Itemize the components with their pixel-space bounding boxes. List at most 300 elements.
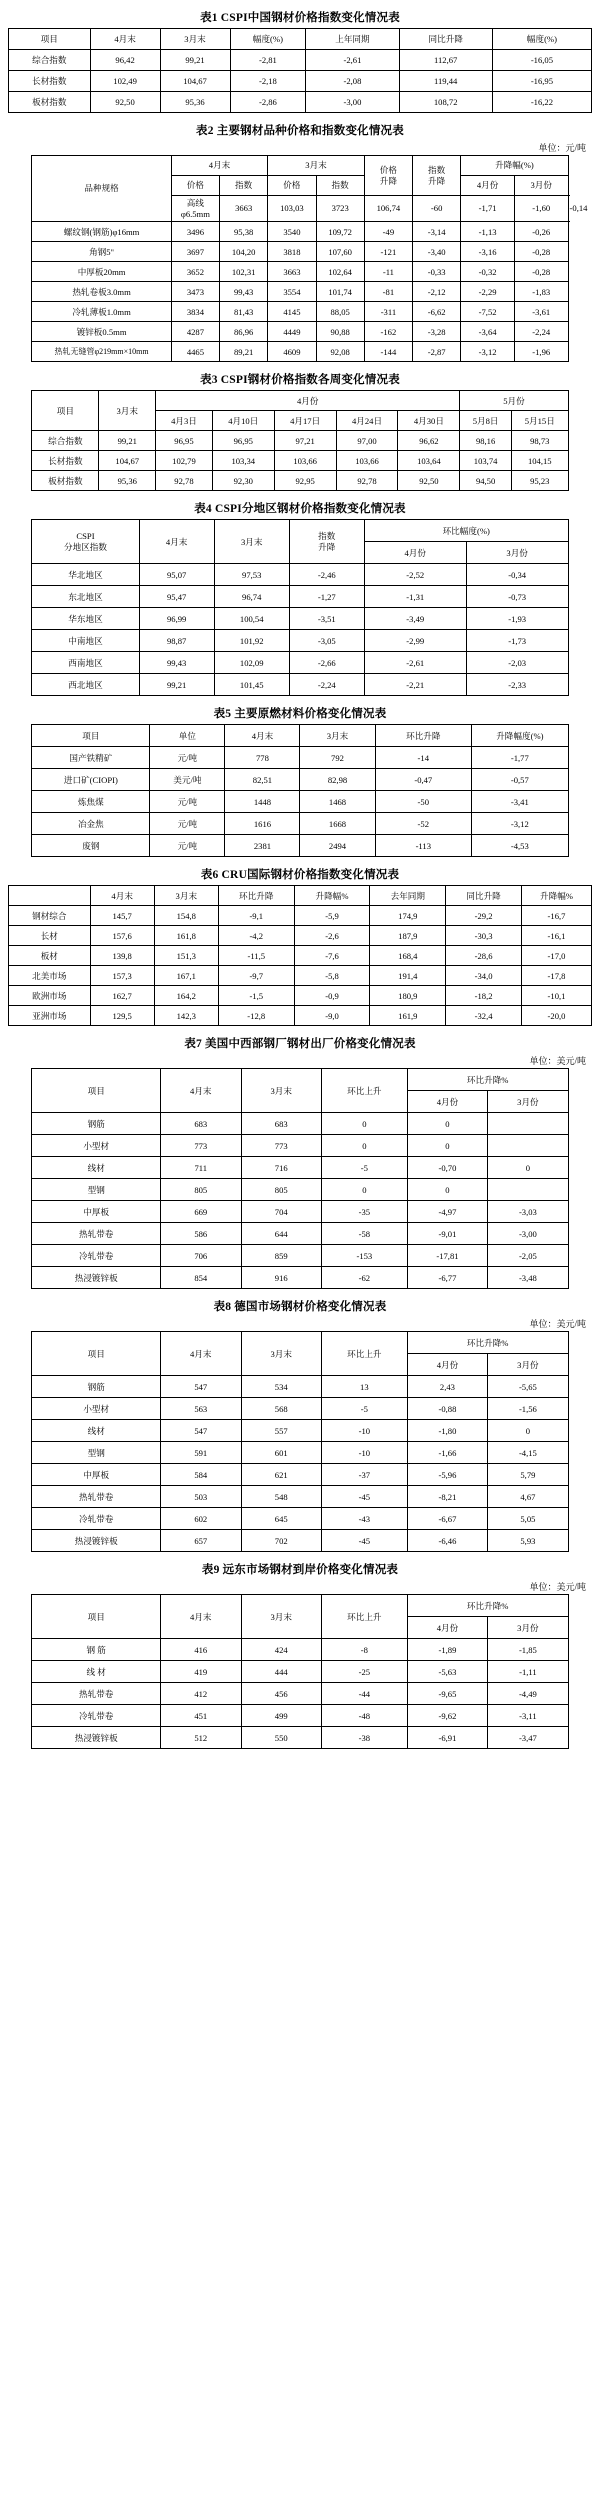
row-label: 东北地区 bbox=[32, 586, 139, 608]
cell: 416 bbox=[161, 1639, 241, 1661]
col-amp-group: 环比幅度(%) bbox=[364, 520, 568, 542]
cell: -5,9 bbox=[294, 906, 370, 926]
cell: 86,96 bbox=[220, 322, 268, 342]
row-label: 炼焦煤 bbox=[32, 791, 150, 813]
table-regional-price-index bbox=[31, 519, 568, 696]
table-row bbox=[32, 262, 568, 282]
cell: -9,7 bbox=[218, 966, 294, 986]
cell: 96,95 bbox=[212, 431, 274, 451]
cell: 601 bbox=[241, 1442, 321, 1464]
cell: 168,4 bbox=[370, 946, 446, 966]
table-germany-market-price bbox=[31, 1331, 568, 1552]
cell: -9,01 bbox=[407, 1223, 487, 1245]
table-row bbox=[32, 342, 568, 362]
col-mar-end: 3月末 bbox=[99, 391, 156, 431]
cell: 0 bbox=[407, 1113, 487, 1135]
cell: -2,05 bbox=[488, 1245, 568, 1267]
col-amp-group: 环比升降% bbox=[407, 1595, 568, 1617]
cell: 元/吨 bbox=[150, 747, 225, 769]
cell: 元/吨 bbox=[150, 813, 225, 835]
cell: 112,67 bbox=[399, 50, 492, 71]
row-label: 华东地区 bbox=[32, 608, 139, 630]
cell: 547 bbox=[161, 1376, 241, 1398]
table-row bbox=[32, 1442, 568, 1464]
table-row bbox=[32, 747, 568, 769]
cell: -2,6 bbox=[294, 926, 370, 946]
cell: 644 bbox=[241, 1223, 321, 1245]
cell: 97,00 bbox=[336, 431, 398, 451]
cell: 108,72 bbox=[399, 92, 492, 113]
cell: -2,12 bbox=[413, 282, 461, 302]
cell: -0,28 bbox=[514, 242, 568, 262]
cell: 3663 bbox=[268, 262, 316, 282]
col-week-0417: 4月17日 bbox=[274, 411, 336, 431]
row-label: 冷轧带卷 bbox=[32, 1245, 161, 1267]
cell: -3,00 bbox=[306, 92, 399, 113]
cell: -44 bbox=[321, 1683, 407, 1705]
cell: 161,9 bbox=[370, 1006, 446, 1026]
cell: -0,34 bbox=[466, 564, 568, 586]
cell: 167,1 bbox=[154, 966, 218, 986]
cell: 103,74 bbox=[460, 451, 512, 471]
cell: -4,53 bbox=[472, 835, 569, 857]
col-item: 项目 bbox=[32, 1332, 161, 1376]
cell: 154,8 bbox=[154, 906, 218, 926]
cell: -5,8 bbox=[294, 966, 370, 986]
table-row bbox=[32, 674, 568, 696]
row-label: 型钢 bbox=[32, 1179, 161, 1201]
cell: 4145 bbox=[268, 302, 316, 322]
row-label: 角钢5" bbox=[32, 242, 171, 262]
table-1-title: 表1 CSPI中国钢材价格指数变化情况表 bbox=[200, 12, 400, 24]
cell: -9,62 bbox=[407, 1705, 487, 1727]
cell: -3,14 bbox=[413, 222, 461, 242]
cell: 5,05 bbox=[488, 1508, 568, 1530]
table-header-row bbox=[9, 29, 592, 50]
cell: 96,42 bbox=[90, 50, 160, 71]
col-amp-mar: 3月份 bbox=[514, 176, 568, 196]
cell: -37 bbox=[321, 1464, 407, 1486]
col-price-change: 价格 升降 bbox=[364, 156, 412, 196]
cell: -3,40 bbox=[413, 242, 461, 262]
table-row bbox=[32, 1661, 568, 1683]
row-label: 小型材 bbox=[32, 1398, 161, 1420]
col-apr: 4月末 bbox=[161, 1069, 241, 1113]
table-row bbox=[32, 471, 568, 491]
table-row bbox=[32, 652, 568, 674]
cell: 0 bbox=[488, 1420, 568, 1442]
col-amp-mar: 3月份 bbox=[488, 1091, 568, 1113]
cell: 3818 bbox=[268, 242, 316, 262]
row-label: 欧洲市场 bbox=[9, 986, 91, 1006]
table-header-row bbox=[32, 391, 568, 411]
cell: 美元/吨 bbox=[150, 769, 225, 791]
cell: -8,21 bbox=[407, 1486, 487, 1508]
cell: -1,27 bbox=[289, 586, 364, 608]
cell: -10 bbox=[321, 1442, 407, 1464]
table-row bbox=[32, 813, 568, 835]
col-yoy: 同比升降 bbox=[399, 29, 492, 50]
col-apr-index: 指数 bbox=[220, 176, 268, 196]
cell: -1,31 bbox=[364, 586, 466, 608]
table-row bbox=[9, 946, 592, 966]
cell: 161,8 bbox=[154, 926, 218, 946]
cell: 4465 bbox=[171, 342, 219, 362]
row-label: 型钢 bbox=[32, 1442, 161, 1464]
col-yoy-amp: 升降幅% bbox=[521, 886, 591, 906]
cell: -1,66 bbox=[407, 1442, 487, 1464]
table-2-title: 表2 主要钢材品种价格和指数变化情况表 bbox=[196, 125, 404, 137]
col-amp: 升降幅度(%) bbox=[472, 725, 569, 747]
cell: -2,33 bbox=[466, 674, 568, 696]
cell: 773 bbox=[161, 1135, 241, 1157]
cell: -1,83 bbox=[514, 282, 568, 302]
table-cspi-china-steel-price-index bbox=[8, 28, 592, 113]
cell: 657 bbox=[161, 1530, 241, 1552]
row-label: 冶金焦 bbox=[32, 813, 150, 835]
cell: 3540 bbox=[268, 222, 316, 242]
cell: 191,4 bbox=[370, 966, 446, 986]
cell: -0,26 bbox=[514, 222, 568, 242]
cell: -1,96 bbox=[514, 342, 568, 362]
cell: -1,73 bbox=[466, 630, 568, 652]
cell: -4,15 bbox=[488, 1442, 568, 1464]
cell: 4287 bbox=[171, 322, 219, 342]
cell: 95,36 bbox=[160, 92, 230, 113]
cell: -113 bbox=[375, 835, 472, 857]
col-mom-amp: 升降幅% bbox=[294, 886, 370, 906]
cell: 1668 bbox=[300, 813, 375, 835]
table-row bbox=[32, 1245, 568, 1267]
cell: -0,57 bbox=[472, 769, 569, 791]
cell bbox=[488, 1113, 568, 1135]
cell: -3,47 bbox=[488, 1727, 568, 1749]
cell: -7,6 bbox=[294, 946, 370, 966]
table-row bbox=[32, 564, 568, 586]
cell: 102,79 bbox=[156, 451, 213, 471]
row-label: 螺纹钢(钢筋)φ16mm bbox=[32, 222, 171, 242]
cell: -0,32 bbox=[461, 262, 515, 282]
col-mom-updown: 环比上升 bbox=[321, 1332, 407, 1376]
table-row bbox=[32, 1157, 568, 1179]
cell: 4,67 bbox=[488, 1486, 568, 1508]
cell: 859 bbox=[241, 1245, 321, 1267]
cell: -4,97 bbox=[407, 1201, 487, 1223]
cell: -162 bbox=[364, 322, 412, 342]
col-item: 项目 bbox=[9, 29, 91, 50]
row-label: 西南地区 bbox=[32, 652, 139, 674]
cell: -32,4 bbox=[446, 1006, 522, 1026]
cell: -2,08 bbox=[306, 71, 399, 92]
cell: -43 bbox=[321, 1508, 407, 1530]
row-label: 综合指数 bbox=[9, 50, 91, 71]
table-4-title: 表4 CSPI分地区钢材价格指数变化情况表 bbox=[194, 503, 406, 516]
cell: -144 bbox=[364, 342, 412, 362]
table-7-unit: 单位：美元/吨 bbox=[529, 1056, 586, 1067]
table-header-row bbox=[32, 1069, 568, 1091]
cell: 2,43 bbox=[407, 1376, 487, 1398]
cell: -45 bbox=[321, 1486, 407, 1508]
cell: 元/吨 bbox=[150, 791, 225, 813]
cell: -0,70 bbox=[407, 1157, 487, 1179]
cell: 711 bbox=[161, 1157, 241, 1179]
cell: -14 bbox=[375, 747, 472, 769]
cell: 180,9 bbox=[370, 986, 446, 1006]
col-apr-group: 4月份 bbox=[156, 391, 460, 411]
col-week-0403: 4月3日 bbox=[156, 411, 213, 431]
table-cru-international-index bbox=[8, 885, 592, 1026]
cell: -2,24 bbox=[289, 674, 364, 696]
cell: 174,9 bbox=[370, 906, 446, 926]
cell: -3,28 bbox=[413, 322, 461, 342]
cell: 100,54 bbox=[214, 608, 289, 630]
cell: -2,61 bbox=[364, 652, 466, 674]
cell: 103,66 bbox=[336, 451, 398, 471]
cell: 456 bbox=[241, 1683, 321, 1705]
cell: 3496 bbox=[171, 222, 219, 242]
cell: 187,9 bbox=[370, 926, 446, 946]
cell: -3,00 bbox=[488, 1223, 568, 1245]
cell: 98,73 bbox=[511, 431, 568, 451]
table-7-title: 表7 美国中西部钢厂钢材出厂价格变化情况表 bbox=[184, 1038, 416, 1051]
cell: -1,77 bbox=[472, 747, 569, 769]
col-mom-chg: 环比升降 bbox=[218, 886, 294, 906]
cell: 683 bbox=[241, 1113, 321, 1135]
cell: 151,3 bbox=[154, 946, 218, 966]
col-week-0515: 5月15日 bbox=[511, 411, 568, 431]
col-mar-index: 指数 bbox=[316, 176, 364, 196]
col-item: 项目 bbox=[32, 1595, 161, 1639]
cell: -16,22 bbox=[492, 92, 591, 113]
cell: 109,72 bbox=[316, 222, 364, 242]
table-row bbox=[32, 630, 568, 652]
cell: 99,21 bbox=[99, 431, 156, 451]
cell: 773 bbox=[241, 1135, 321, 1157]
cell: -3,49 bbox=[364, 608, 466, 630]
cell: 548 bbox=[241, 1486, 321, 1508]
cell: -50 bbox=[375, 791, 472, 813]
cell: 1448 bbox=[225, 791, 300, 813]
row-label: 热轧带卷 bbox=[32, 1223, 161, 1245]
cell: 157,3 bbox=[90, 966, 154, 986]
cell: -28,6 bbox=[446, 946, 522, 966]
cell: 95,23 bbox=[511, 471, 568, 491]
cell: 792 bbox=[300, 747, 375, 769]
row-label: 板材 bbox=[9, 946, 91, 966]
col-last-year: 上年同期 bbox=[306, 29, 399, 50]
cell: -2,99 bbox=[364, 630, 466, 652]
table-row bbox=[32, 242, 568, 262]
cell: -20,0 bbox=[521, 1006, 591, 1026]
table-row bbox=[32, 1508, 568, 1530]
table-row bbox=[32, 608, 568, 630]
cell: 424 bbox=[241, 1639, 321, 1661]
col-spec: 品种规格 bbox=[32, 156, 171, 222]
cell: 3473 bbox=[171, 282, 219, 302]
cell: -35 bbox=[321, 1201, 407, 1223]
cell: -16,05 bbox=[492, 50, 591, 71]
cell: -17,81 bbox=[407, 1245, 487, 1267]
cell: 3652 bbox=[171, 262, 219, 282]
col-amp-apr: 4月份 bbox=[461, 176, 515, 196]
col-amp-mar: 3月份 bbox=[488, 1354, 568, 1376]
row-label: 板材指数 bbox=[32, 471, 99, 491]
row-label: 板材指数 bbox=[9, 92, 91, 113]
cell: 669 bbox=[161, 1201, 241, 1223]
row-label: 线 材 bbox=[32, 1661, 161, 1683]
cell: -49 bbox=[364, 222, 412, 242]
cell: 586 bbox=[161, 1223, 241, 1245]
cell: 98,87 bbox=[139, 630, 214, 652]
cell: 元/吨 bbox=[150, 835, 225, 857]
row-label: 热轧带卷 bbox=[32, 1683, 161, 1705]
table-row bbox=[32, 835, 568, 857]
table-row bbox=[32, 302, 568, 322]
cell: 95,36 bbox=[99, 471, 156, 491]
col-item: 项目 bbox=[32, 1069, 161, 1113]
cell: -2,46 bbox=[289, 564, 364, 586]
cell: 164,2 bbox=[154, 986, 218, 1006]
cell: 534 bbox=[241, 1376, 321, 1398]
cell: -2,29 bbox=[461, 282, 515, 302]
cell: 90,88 bbox=[316, 322, 364, 342]
cell: 104,15 bbox=[511, 451, 568, 471]
cell: 4449 bbox=[268, 322, 316, 342]
row-label: 线材 bbox=[32, 1157, 161, 1179]
row-label: 钢筋 bbox=[32, 1376, 161, 1398]
cell: 92,95 bbox=[274, 471, 336, 491]
cell: -3,12 bbox=[472, 813, 569, 835]
row-label: 热浸镀锌板 bbox=[32, 1267, 161, 1289]
table-row bbox=[9, 50, 592, 71]
row-label: 热浸镀锌板 bbox=[32, 1530, 161, 1552]
cell: -10 bbox=[321, 1420, 407, 1442]
cell: -0,9 bbox=[294, 986, 370, 1006]
cell: -3,41 bbox=[472, 791, 569, 813]
cell: 3697 bbox=[171, 242, 219, 262]
cell: 99,21 bbox=[139, 674, 214, 696]
cell: 99,21 bbox=[160, 50, 230, 71]
row-label: 华北地区 bbox=[32, 564, 139, 586]
table-row bbox=[32, 791, 568, 813]
col-mar: 3月末 bbox=[214, 520, 289, 564]
col-amp-apr: 4月份 bbox=[407, 1091, 487, 1113]
cell: -2,18 bbox=[230, 71, 306, 92]
cell: 2381 bbox=[225, 835, 300, 857]
col-yoy-chg: 同比升降 bbox=[446, 886, 522, 906]
cell: 139,8 bbox=[90, 946, 154, 966]
table-row bbox=[32, 1135, 568, 1157]
col-mar: 3月末 bbox=[241, 1069, 321, 1113]
cell: -2,87 bbox=[413, 342, 461, 362]
row-label: 热轧无缝管φ219mm×10mm bbox=[32, 342, 171, 362]
col-mom-updown: 环比上升 bbox=[321, 1069, 407, 1113]
cell: 104,20 bbox=[220, 242, 268, 262]
table-2-unit: 单位：元/吨 bbox=[538, 143, 586, 153]
table-row bbox=[9, 92, 592, 113]
col-mar: 3月末 bbox=[241, 1595, 321, 1639]
table-weekly-price-index bbox=[31, 390, 568, 491]
table-row bbox=[32, 1179, 568, 1201]
cell: 702 bbox=[241, 1530, 321, 1552]
cell: -6,77 bbox=[407, 1267, 487, 1289]
cell: 106,74 bbox=[364, 196, 412, 222]
col-week-0430: 4月30日 bbox=[398, 411, 460, 431]
cell: -1,89 bbox=[407, 1639, 487, 1661]
cell: -3,48 bbox=[488, 1267, 568, 1289]
cell: 103,34 bbox=[212, 451, 274, 471]
cell: 96,62 bbox=[398, 431, 460, 451]
table-raw-material-price bbox=[31, 724, 568, 857]
table-row bbox=[9, 1006, 592, 1026]
cell: -3,61 bbox=[514, 302, 568, 322]
col-apr-price: 价格 bbox=[171, 176, 219, 196]
table-header-row bbox=[32, 156, 568, 176]
col-week-0410: 4月10日 bbox=[212, 411, 274, 431]
col-amp-apr: 4月份 bbox=[364, 542, 466, 564]
table-row bbox=[9, 986, 592, 1006]
cell: 99,43 bbox=[139, 652, 214, 674]
col-amp-group: 环比升降% bbox=[407, 1332, 568, 1354]
col-apr: 4月末 bbox=[161, 1332, 241, 1376]
cell: -3,51 bbox=[289, 608, 364, 630]
table-row bbox=[9, 966, 592, 986]
table-header-row bbox=[9, 886, 592, 906]
cell: -11 bbox=[364, 262, 412, 282]
table-row bbox=[9, 906, 592, 926]
cell: 97,21 bbox=[274, 431, 336, 451]
cell: 96,74 bbox=[214, 586, 289, 608]
row-label: 镀锌板0.5mm bbox=[32, 322, 171, 342]
table-row bbox=[32, 1267, 568, 1289]
cell: 145,7 bbox=[90, 906, 154, 926]
row-label: 热轧卷板3.0mm bbox=[32, 282, 171, 302]
cell: -0,47 bbox=[375, 769, 472, 791]
table-row bbox=[32, 431, 568, 451]
row-label: 长材 bbox=[9, 926, 91, 946]
cell: 92,78 bbox=[156, 471, 213, 491]
cell: 4609 bbox=[268, 342, 316, 362]
cell: -2,81 bbox=[230, 50, 306, 71]
cell: 96,95 bbox=[156, 431, 213, 451]
cell: -3,11 bbox=[488, 1705, 568, 1727]
cell: 103,64 bbox=[398, 451, 460, 471]
col-amp-apr: 4月份 bbox=[407, 1617, 487, 1639]
row-label: 亚洲市场 bbox=[9, 1006, 91, 1026]
row-label: 长材指数 bbox=[9, 71, 91, 92]
cell: 645 bbox=[241, 1508, 321, 1530]
table-header-row bbox=[32, 725, 568, 747]
cell: -30,3 bbox=[446, 926, 522, 946]
cell: -8 bbox=[321, 1639, 407, 1661]
row-label: 国产铁精矿 bbox=[32, 747, 150, 769]
cell: 92,08 bbox=[316, 342, 364, 362]
cell: 82,51 bbox=[225, 769, 300, 791]
row-label: 热轧带卷 bbox=[32, 1486, 161, 1508]
col-apr: 4月末 bbox=[90, 886, 154, 906]
cell bbox=[488, 1135, 568, 1157]
cell: 3663 bbox=[220, 196, 268, 222]
cell: -11,5 bbox=[218, 946, 294, 966]
cell: 101,74 bbox=[316, 282, 364, 302]
row-label: 废钢 bbox=[32, 835, 150, 857]
cell: 92,78 bbox=[336, 471, 398, 491]
cell: -1,13 bbox=[461, 222, 515, 242]
cell: 96,99 bbox=[139, 608, 214, 630]
cell: -62 bbox=[321, 1267, 407, 1289]
row-label: 中厚板20mm bbox=[32, 262, 171, 282]
cell: 854 bbox=[161, 1267, 241, 1289]
